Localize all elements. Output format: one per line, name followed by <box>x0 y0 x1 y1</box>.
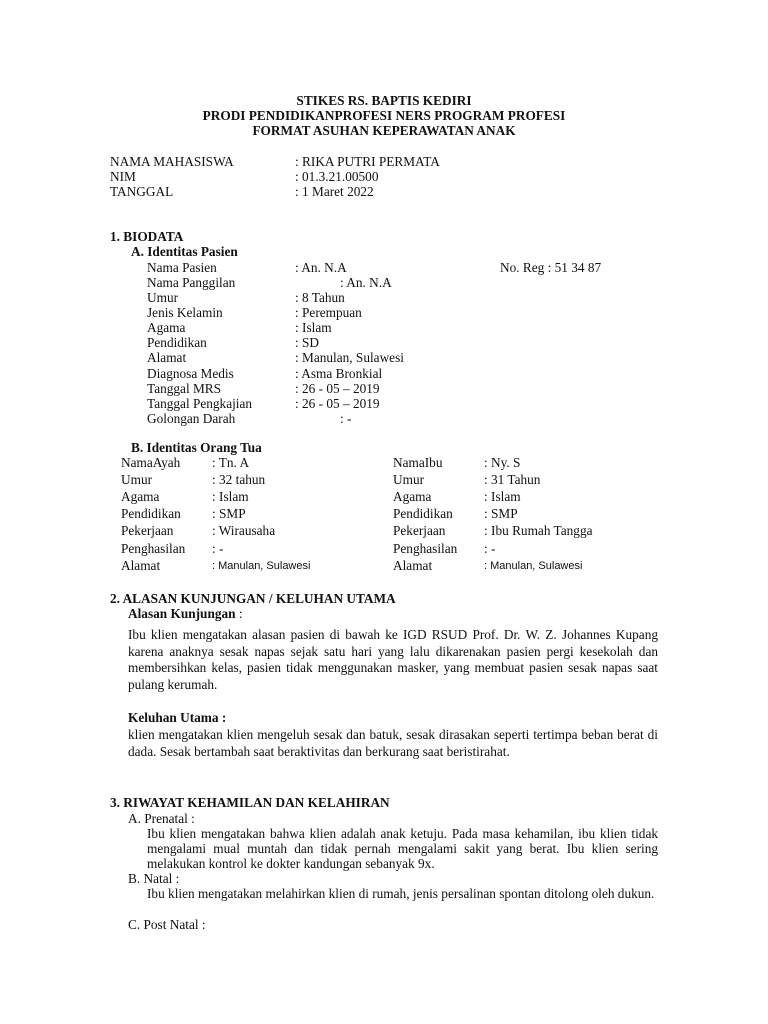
father-value: : Wirausaha <box>212 523 276 538</box>
father-label: Penghasilan <box>121 541 186 556</box>
mother-value: : Manulan, Sulawesi <box>484 560 583 572</box>
mother-value: : SMP <box>484 506 518 521</box>
visit-reason-label: Alasan Kunjungan <box>128 606 236 621</box>
visit-reason-label-line <box>128 606 243 621</box>
father-label: Agama <box>121 489 160 504</box>
header-institution: STIKES RS. BAPTIS KEDIRI <box>296 93 472 108</box>
patient-label: Jenis Kelamin <box>147 305 223 320</box>
patient-value: : An. N.A <box>340 275 392 290</box>
patient-label: Umur <box>147 290 179 305</box>
header-format-title: FORMAT ASUHAN KEPERAWATAN ANAK <box>252 123 516 138</box>
father-label: Pendidikan <box>121 506 181 521</box>
patient-label: Golongan Darah <box>147 411 236 426</box>
mother-value: : 31 Tahun <box>484 472 541 487</box>
patient-value: : Manulan, Sulawesi <box>295 350 404 365</box>
father-value: : SMP <box>212 506 246 521</box>
patient-label: Diagnosa Medis <box>147 366 234 381</box>
student-name-label: NAMA MAHASISWA <box>110 154 234 169</box>
patient-label: Pendidikan <box>147 335 207 350</box>
patient-label: Agama <box>147 320 186 335</box>
mother-label: Umur <box>393 472 425 487</box>
father-label: Alamat <box>121 558 161 573</box>
biodata-heading: 1. BIODATA <box>110 229 184 244</box>
student-name-value: : RIKA PUTRI PERMATA <box>295 154 440 169</box>
father-label: Pekerjaan <box>121 523 174 538</box>
father-value: : - <box>212 541 224 556</box>
patient-label: Nama Panggilan <box>147 275 236 290</box>
patient-value: : SD <box>295 335 320 350</box>
visit-reason-colon: : <box>235 606 243 621</box>
father-label: Umur <box>121 472 153 487</box>
postnatal-label: C. Post Natal : <box>128 917 206 932</box>
mother-label: Pekerjaan <box>393 523 446 538</box>
patient-identity-heading: A. Identitas Pasien <box>131 244 238 259</box>
registration-number: No. Reg : 51 34 87 <box>500 260 602 275</box>
mother-label: NamaIbu <box>393 455 443 470</box>
patient-label: Tanggal MRS <box>147 381 222 396</box>
complaint-text: klien mengatakan klien mengeluh sesak dan batuk, sesak dirasakan seperti tertimpa beban berat di dada. Sesak bertambah saat beraktivitas dan berkurang saat beristirahat. <box>128 727 658 759</box>
patient-value: : Asma Bronkial <box>295 366 383 381</box>
patient-value: : Perempuan <box>295 305 362 320</box>
patient-value: : - <box>340 411 352 426</box>
patient-label: Alamat <box>147 350 187 365</box>
parents-identity-heading: B. Identitas Orang Tua <box>131 440 262 455</box>
patient-value: : Islam <box>295 320 332 335</box>
mother-value: : Ny. S <box>484 455 521 470</box>
header-program: PRODI PENDIDIKANPROFESI NERS PROGRAM PROFESI <box>202 108 566 123</box>
mother-value: : - <box>484 541 496 556</box>
visit-reason-text: Ibu klien mengatakan alasan pasien di bawah ke IGD RSUD Prof. Dr. W. Z. Johannes Kupang karena anaknya sesak napas sejak satu hari yang lalu dikarenakan pasien pergi kesekolah dan membersihkan kelas, pasien tidak menggunakan masker, yang membuat pasien sesak napas saat pulang kerumah. <box>128 627 658 692</box>
patient-label: Tanggal Pengkajian <box>147 396 253 411</box>
father-value: : Manulan, Sulawesi <box>212 560 311 572</box>
patient-label: Nama Pasien <box>147 260 217 275</box>
father-value: : Tn. A <box>212 455 250 470</box>
father-value: : 32 tahun <box>212 472 266 487</box>
complaint-label: Keluhan Utama : <box>128 710 227 725</box>
mother-label: Alamat <box>393 558 433 573</box>
mother-label: Pendidikan <box>393 506 453 521</box>
mother-label: Penghasilan <box>393 541 458 556</box>
patient-value: : 8 Tahun <box>295 290 345 305</box>
prenatal-text: Ibu klien mengatakan bahwa klien adalah anak ketuju. Pada masa kehamilan, ibu klien tidak mengalami mual muntah dan tidak pernah mengalami sakit yang berat. Ibu klien sering melakukan kontrol ke dokter kandungan sebanyak 9x. <box>147 826 658 871</box>
patient-value: : 26 - 05 – 2019 <box>295 396 380 411</box>
patient-value: : 26 - 05 – 2019 <box>295 381 380 396</box>
natal-label: B. Natal : <box>128 871 180 886</box>
student-date-label: TANGGAL <box>110 184 174 199</box>
student-date-value: : 1 Maret 2022 <box>295 184 374 199</box>
mother-value: : Ibu Rumah Tangga <box>484 523 593 538</box>
student-nim-value: : 01.3.21.00500 <box>295 169 379 184</box>
father-label: NamaAyah <box>121 455 181 470</box>
patient-value: : An. N.A <box>295 260 347 275</box>
visit-heading: 2. ALASAN KUNJUNGAN / KELUHAN UTAMA <box>110 591 396 606</box>
prenatal-label: A. Prenatal : <box>128 811 195 826</box>
history-heading: 3. RIWAYAT KEHAMILAN DAN KELAHIRAN <box>110 795 390 810</box>
student-nim-label: NIM <box>110 169 136 184</box>
natal-text: Ibu klien mengatakan melahirkan klien di rumah, jenis persalinan spontan ditolong oleh dukun. <box>147 886 655 901</box>
mother-value: : Islam <box>484 489 521 504</box>
father-value: : Islam <box>212 489 249 504</box>
mother-label: Agama <box>393 489 432 504</box>
